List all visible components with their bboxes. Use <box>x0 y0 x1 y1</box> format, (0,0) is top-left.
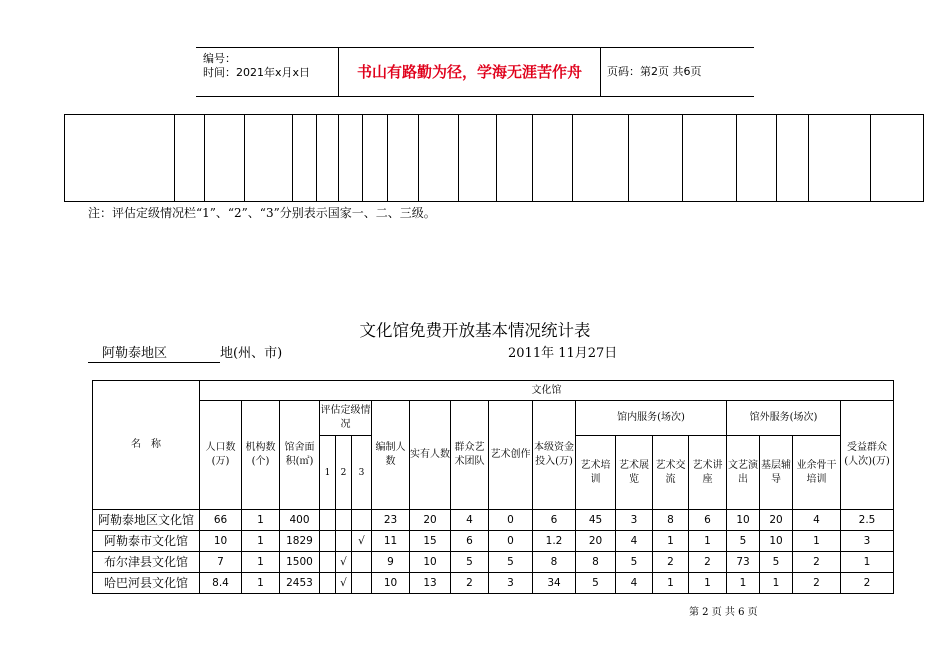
rating-1-cell <box>320 510 336 531</box>
staff-quota-cell: 9 <box>372 552 410 573</box>
rating-1-cell <box>320 531 336 552</box>
art-groups-cell: 6 <box>451 531 489 552</box>
table-row <box>93 573 894 594</box>
population-cell: 7 <box>200 552 242 573</box>
table-row <box>93 552 894 573</box>
blank-table-column-line <box>418 115 419 201</box>
area-header: 馆舍面积(㎡) <box>280 401 320 510</box>
indoor-lecture-cell: 1 <box>689 531 727 552</box>
institutions-cell: 1 <box>242 531 280 552</box>
blank-table-column-line <box>870 115 871 201</box>
blank-table-column-line <box>808 115 809 201</box>
staff-actual-cell: 10 <box>410 552 451 573</box>
blank-table-column-line <box>362 115 363 201</box>
page-footer: 第 2 页 共 6 页 <box>689 607 758 618</box>
art-creation-header: 艺术创作 <box>489 401 533 510</box>
institutions-header: 机构数(个) <box>242 401 280 510</box>
funding-header: 本级资金投入(万) <box>533 401 576 510</box>
rating-level-3: 3 <box>352 436 372 510</box>
report-date: 2011年 11月27日 <box>508 346 618 361</box>
header-slogan: 书山有路勤为径，学海无涯苦作舟 <box>339 48 601 96</box>
outdoor-guidance-cell: 20 <box>760 510 793 531</box>
stats-table <box>92 380 894 594</box>
beneficiaries-cell: 2 <box>841 573 894 594</box>
org-name-cell: 布尔津县文化馆 <box>93 552 200 573</box>
institutions-cell: 1 <box>242 510 280 531</box>
org-name-cell: 哈巴河县文化馆 <box>93 573 200 594</box>
blank-table-column-line <box>292 115 293 201</box>
staff-actual-cell: 20 <box>410 510 451 531</box>
art-creation-cell: 3 <box>489 573 533 594</box>
page-title: 文化馆免费开放基本情况统计表 <box>359 321 591 340</box>
indoor-exchange-cell: 8 <box>653 510 689 531</box>
art-groups-header: 群众艺术团队 <box>451 401 489 510</box>
rating-header: 评估定级情况 <box>320 401 372 436</box>
population-cell: 8.4 <box>200 573 242 594</box>
outdoor-guidance-cell: 1 <box>760 573 793 594</box>
blank-table-column-line <box>736 115 737 201</box>
table-row <box>93 531 894 552</box>
art-creation-cell: 0 <box>489 510 533 531</box>
art-groups-cell: 5 <box>451 552 489 573</box>
area-cell: 1500 <box>280 552 320 573</box>
indoor-exhibition-cell: 4 <box>616 531 653 552</box>
group-header: 文化馆 <box>200 381 894 401</box>
staff-quota-cell: 23 <box>372 510 410 531</box>
outdoor-backbone-training-cell: 4 <box>793 510 841 531</box>
outdoor-performance-cell: 73 <box>727 552 760 573</box>
beneficiaries-cell: 3 <box>841 531 894 552</box>
art-creation-cell: 0 <box>489 531 533 552</box>
staff-quota-cell: 11 <box>372 531 410 552</box>
population-cell: 66 <box>200 510 242 531</box>
population-header: 人口数(万) <box>200 401 242 510</box>
indoor-exhibition-cell: 5 <box>616 552 653 573</box>
population-cell: 10 <box>200 531 242 552</box>
rating-level-1: 1 <box>320 436 336 510</box>
indoor-training-header: 艺术培训 <box>576 436 616 510</box>
number-label: 编号： <box>203 52 236 65</box>
art-groups-cell: 4 <box>451 510 489 531</box>
indoor-training-cell: 45 <box>576 510 616 531</box>
outdoor-guidance-cell: 10 <box>760 531 793 552</box>
area-cell: 400 <box>280 510 320 531</box>
table-row <box>93 510 894 531</box>
funding-cell: 1.2 <box>533 531 576 552</box>
outdoor-header: 馆外服务(场次) <box>727 401 841 436</box>
indoor-training-cell: 20 <box>576 531 616 552</box>
blank-table-column-line <box>572 115 573 201</box>
indoor-header: 馆内服务(场次) <box>576 401 727 436</box>
area-cell: 1829 <box>280 531 320 552</box>
name-header: 名 称 <box>93 381 200 510</box>
beneficiaries-cell: 2.5 <box>841 510 894 531</box>
indoor-exchange-cell: 2 <box>653 552 689 573</box>
rating-2-cell <box>336 510 352 531</box>
indoor-exhibition-cell: 4 <box>616 573 653 594</box>
blank-table-column-line <box>682 115 683 201</box>
header-page-info: 页码：第2页 共6页 <box>607 65 702 78</box>
art-groups-cell: 2 <box>451 573 489 594</box>
indoor-lecture-header: 艺术讲座 <box>689 436 727 510</box>
org-name-cell: 阿勒泰地区文化馆 <box>93 510 200 531</box>
blank-table-fragment <box>64 114 924 202</box>
rating-note: 注：评估定级情况栏“1”、“2”、“3”分别表示国家一、二、三级。 <box>88 206 436 220</box>
staff-actual-cell: 15 <box>410 531 451 552</box>
blank-table-column-line <box>776 115 777 201</box>
rating-2-cell: √ <box>336 573 352 594</box>
outdoor-performance-cell: 10 <box>727 510 760 531</box>
blank-table-column-line <box>496 115 497 201</box>
time-label: 时间：2021年x月x日 <box>203 66 311 79</box>
region-suffix: 地(州、市) <box>220 346 283 361</box>
institutions-cell: 1 <box>242 552 280 573</box>
indoor-exchange-cell: 1 <box>653 573 689 594</box>
outdoor-guidance-header: 基层辅导 <box>760 436 793 510</box>
area-cell: 2453 <box>280 573 320 594</box>
indoor-exchange-header: 艺术交流 <box>653 436 689 510</box>
outdoor-performance-cell: 5 <box>727 531 760 552</box>
indoor-lecture-cell: 2 <box>689 552 727 573</box>
rating-3-cell <box>352 573 372 594</box>
indoor-exhibition-cell: 3 <box>616 510 653 531</box>
rating-1-cell <box>320 552 336 573</box>
blank-table-column-line <box>628 115 629 201</box>
staff-quota-cell: 10 <box>372 573 410 594</box>
header-meta <box>196 48 339 96</box>
funding-cell: 8 <box>533 552 576 573</box>
blank-table-column-line <box>458 115 459 201</box>
outdoor-performance-header: 文艺演出 <box>727 436 760 510</box>
outdoor-backbone-training-cell: 2 <box>793 573 841 594</box>
outdoor-backbone-training-header: 业余骨干培训 <box>793 436 841 510</box>
rating-level-2: 2 <box>336 436 352 510</box>
outdoor-performance-cell: 1 <box>727 573 760 594</box>
blank-table-column-line <box>532 115 533 201</box>
indoor-lecture-cell: 6 <box>689 510 727 531</box>
rating-3-cell <box>352 552 372 573</box>
rating-1-cell <box>320 573 336 594</box>
blank-table-column-line <box>244 115 245 201</box>
region-name: 阿勒泰地区 <box>88 346 220 363</box>
outdoor-backbone-training-cell: 1 <box>793 531 841 552</box>
staff-actual-header: 实有人数 <box>410 401 451 510</box>
blank-table-column-line <box>387 115 388 201</box>
outdoor-guidance-cell: 5 <box>760 552 793 573</box>
blank-table-column-line <box>204 115 205 201</box>
institutions-cell: 1 <box>242 573 280 594</box>
rating-2-cell <box>336 531 352 552</box>
indoor-training-cell: 8 <box>576 552 616 573</box>
rating-3-cell <box>352 510 372 531</box>
indoor-exhibition-header: 艺术展览 <box>616 436 653 510</box>
funding-cell: 6 <box>533 510 576 531</box>
rating-2-cell: √ <box>336 552 352 573</box>
blank-table-column-line <box>174 115 175 201</box>
indoor-exchange-cell: 1 <box>653 531 689 552</box>
staff-actual-cell: 13 <box>410 573 451 594</box>
org-name-cell: 阿勒泰市文化馆 <box>93 531 200 552</box>
indoor-training-cell: 5 <box>576 573 616 594</box>
region-line <box>88 346 282 363</box>
rating-3-cell: √ <box>352 531 372 552</box>
staff-quota-header: 编制人数 <box>372 401 410 510</box>
blank-table-column-line <box>316 115 317 201</box>
beneficiaries-header: 受益群众(人次)(万) <box>841 401 894 510</box>
beneficiaries-cell: 1 <box>841 552 894 573</box>
funding-cell: 34 <box>533 573 576 594</box>
indoor-lecture-cell: 1 <box>689 573 727 594</box>
blank-table-column-line <box>338 115 339 201</box>
art-creation-cell: 5 <box>489 552 533 573</box>
page-header <box>196 47 754 97</box>
outdoor-backbone-training-cell: 2 <box>793 552 841 573</box>
